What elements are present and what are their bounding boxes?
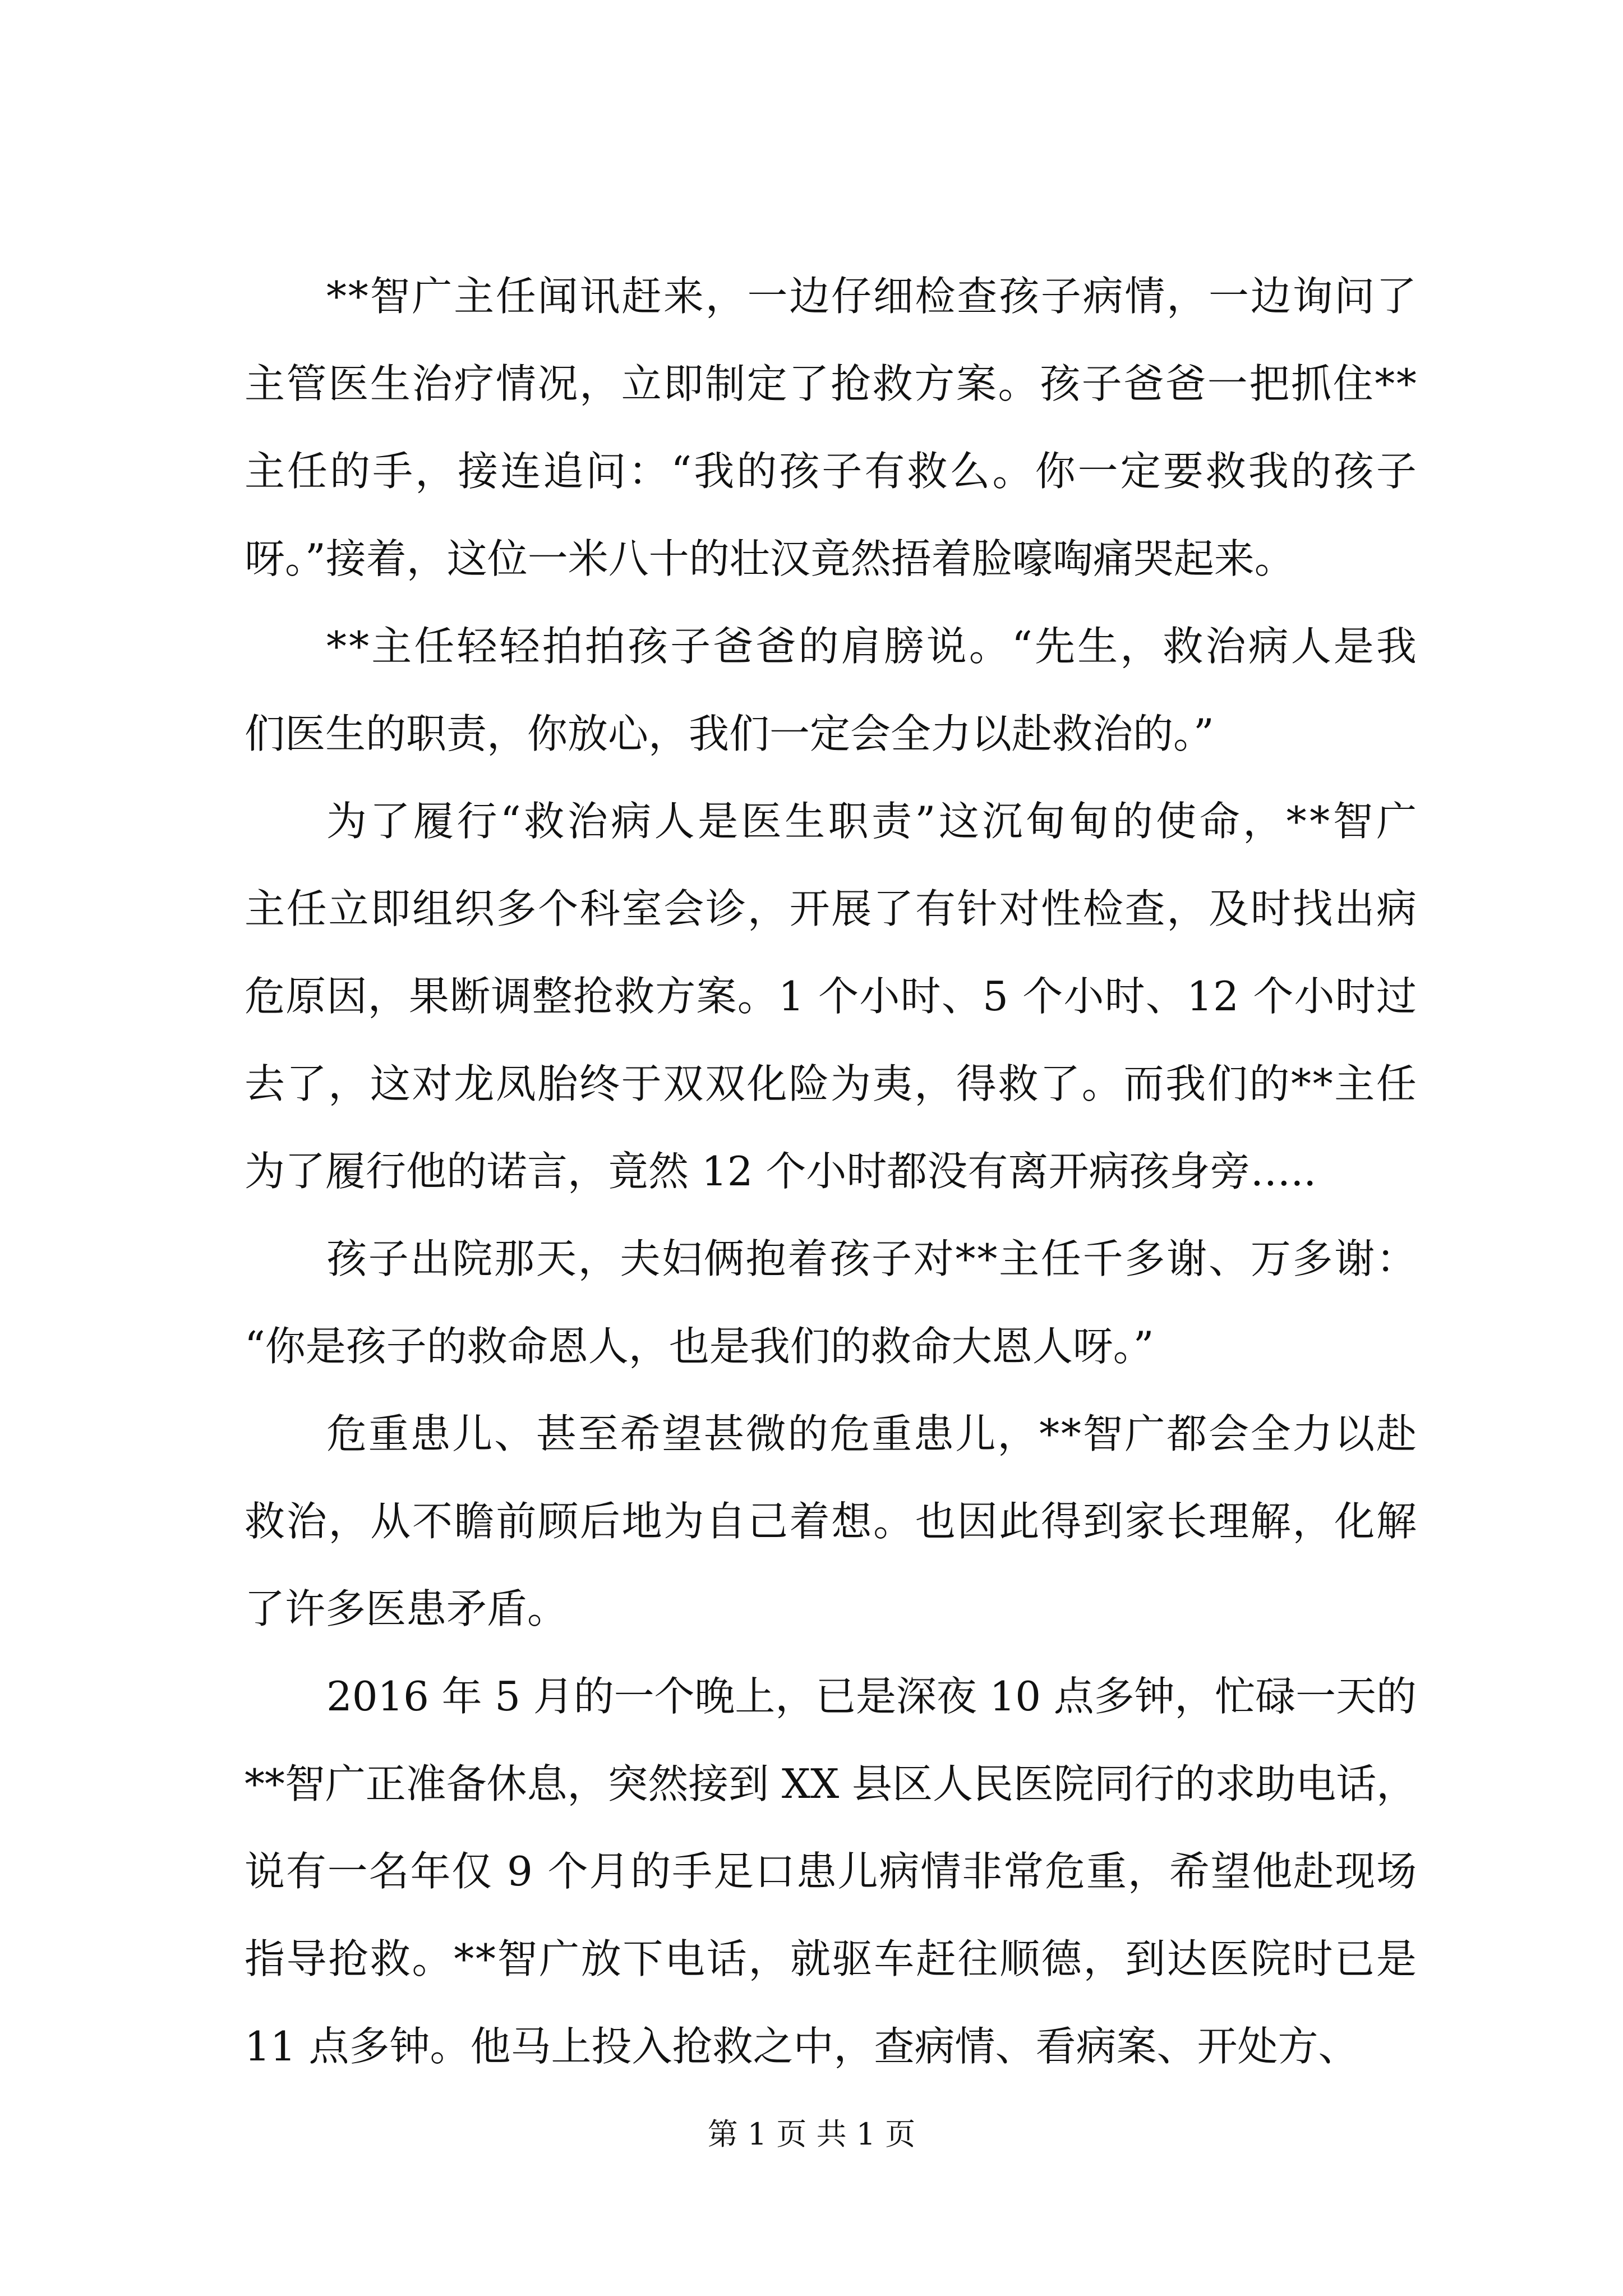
text-line: 指导抢救。**智广放下电话，就驱车赶往顺德，到达医院时已是 [245, 1935, 1418, 1982]
text-line: 为了履行他的诺言，竟然 12 个小时都没有离开病孩身旁….. [245, 1148, 1317, 1195]
text-line: 危原因，果断调整抢救方案。1 个小时、5 个小时、12 个小时过 [245, 973, 1418, 1020]
text-line: **主任轻轻拍拍孩子爸爸的肩膀说。“先生，救治病人是我 [326, 623, 1419, 670]
text-line: 主管医生治疗情况，立即制定了抢救方案。孩子爸爸一把抓住** [245, 360, 1418, 407]
text-line: 了许多医患矛盾。 [245, 1585, 568, 1632]
text-line: **智广正准备休息，突然接到 XX 县区人民医院同行的求助电话， [245, 1760, 1417, 1807]
text-line: 救治，从不瞻前顾后地为自己着想。也因此得到家长理解，化解 [245, 1498, 1418, 1545]
text-line: 11 点多钟。他马上投入抢救之中，查病情、看病案、开处方、 [245, 2023, 1359, 2070]
text-line: 主任的手，接连追问：“我的孩子有救么。你一定要救我的孩子 [245, 448, 1419, 495]
text-line: 说有一名年仅 9 个月的手足口患儿病情非常危重，希望他赴现场 [245, 1848, 1418, 1895]
text-line: 主任立即组织多个科室会诊，开展了有针对性检查，及时找出病 [245, 885, 1418, 932]
text-line: 孩子出院那天，夫妇俩抱着孩子对**主任千多谢、万多谢： [326, 1235, 1418, 1282]
text-line: 2016 年 5 月的一个晚上，已是深夜 10 点多钟，忙碌一天的 [326, 1673, 1417, 1720]
text-line: “你是孩子的救命恩人，也是我们的救命大恩人呀。” [245, 1323, 1154, 1370]
text-line: 呀。”接着，这位一米八十的壮汉竟然捂着脸嚎啕痛哭起来。 [245, 535, 1295, 582]
text-line: 为了履行“救治病人是医生职责”这沉甸甸的使命，**智广 [326, 798, 1420, 845]
text-line: 们医生的职责，你放心，我们一定会全力以赴救治的。” [245, 710, 1214, 757]
text-line: 危重患儿、甚至希望甚微的危重患儿，**智广都会全力以赴 [326, 1410, 1418, 1457]
text-line: 去了，这对龙凤胎终于双双化险为夷，得救了。而我们的**主任 [245, 1060, 1418, 1107]
document-body [245, 252, 1420, 2090]
page-footer: 第 1 页 共 1 页 [707, 2116, 916, 2152]
text-line: **智广主任闻讯赶来，一边仔细检查孩子病情，一边询问了 [326, 273, 1418, 320]
